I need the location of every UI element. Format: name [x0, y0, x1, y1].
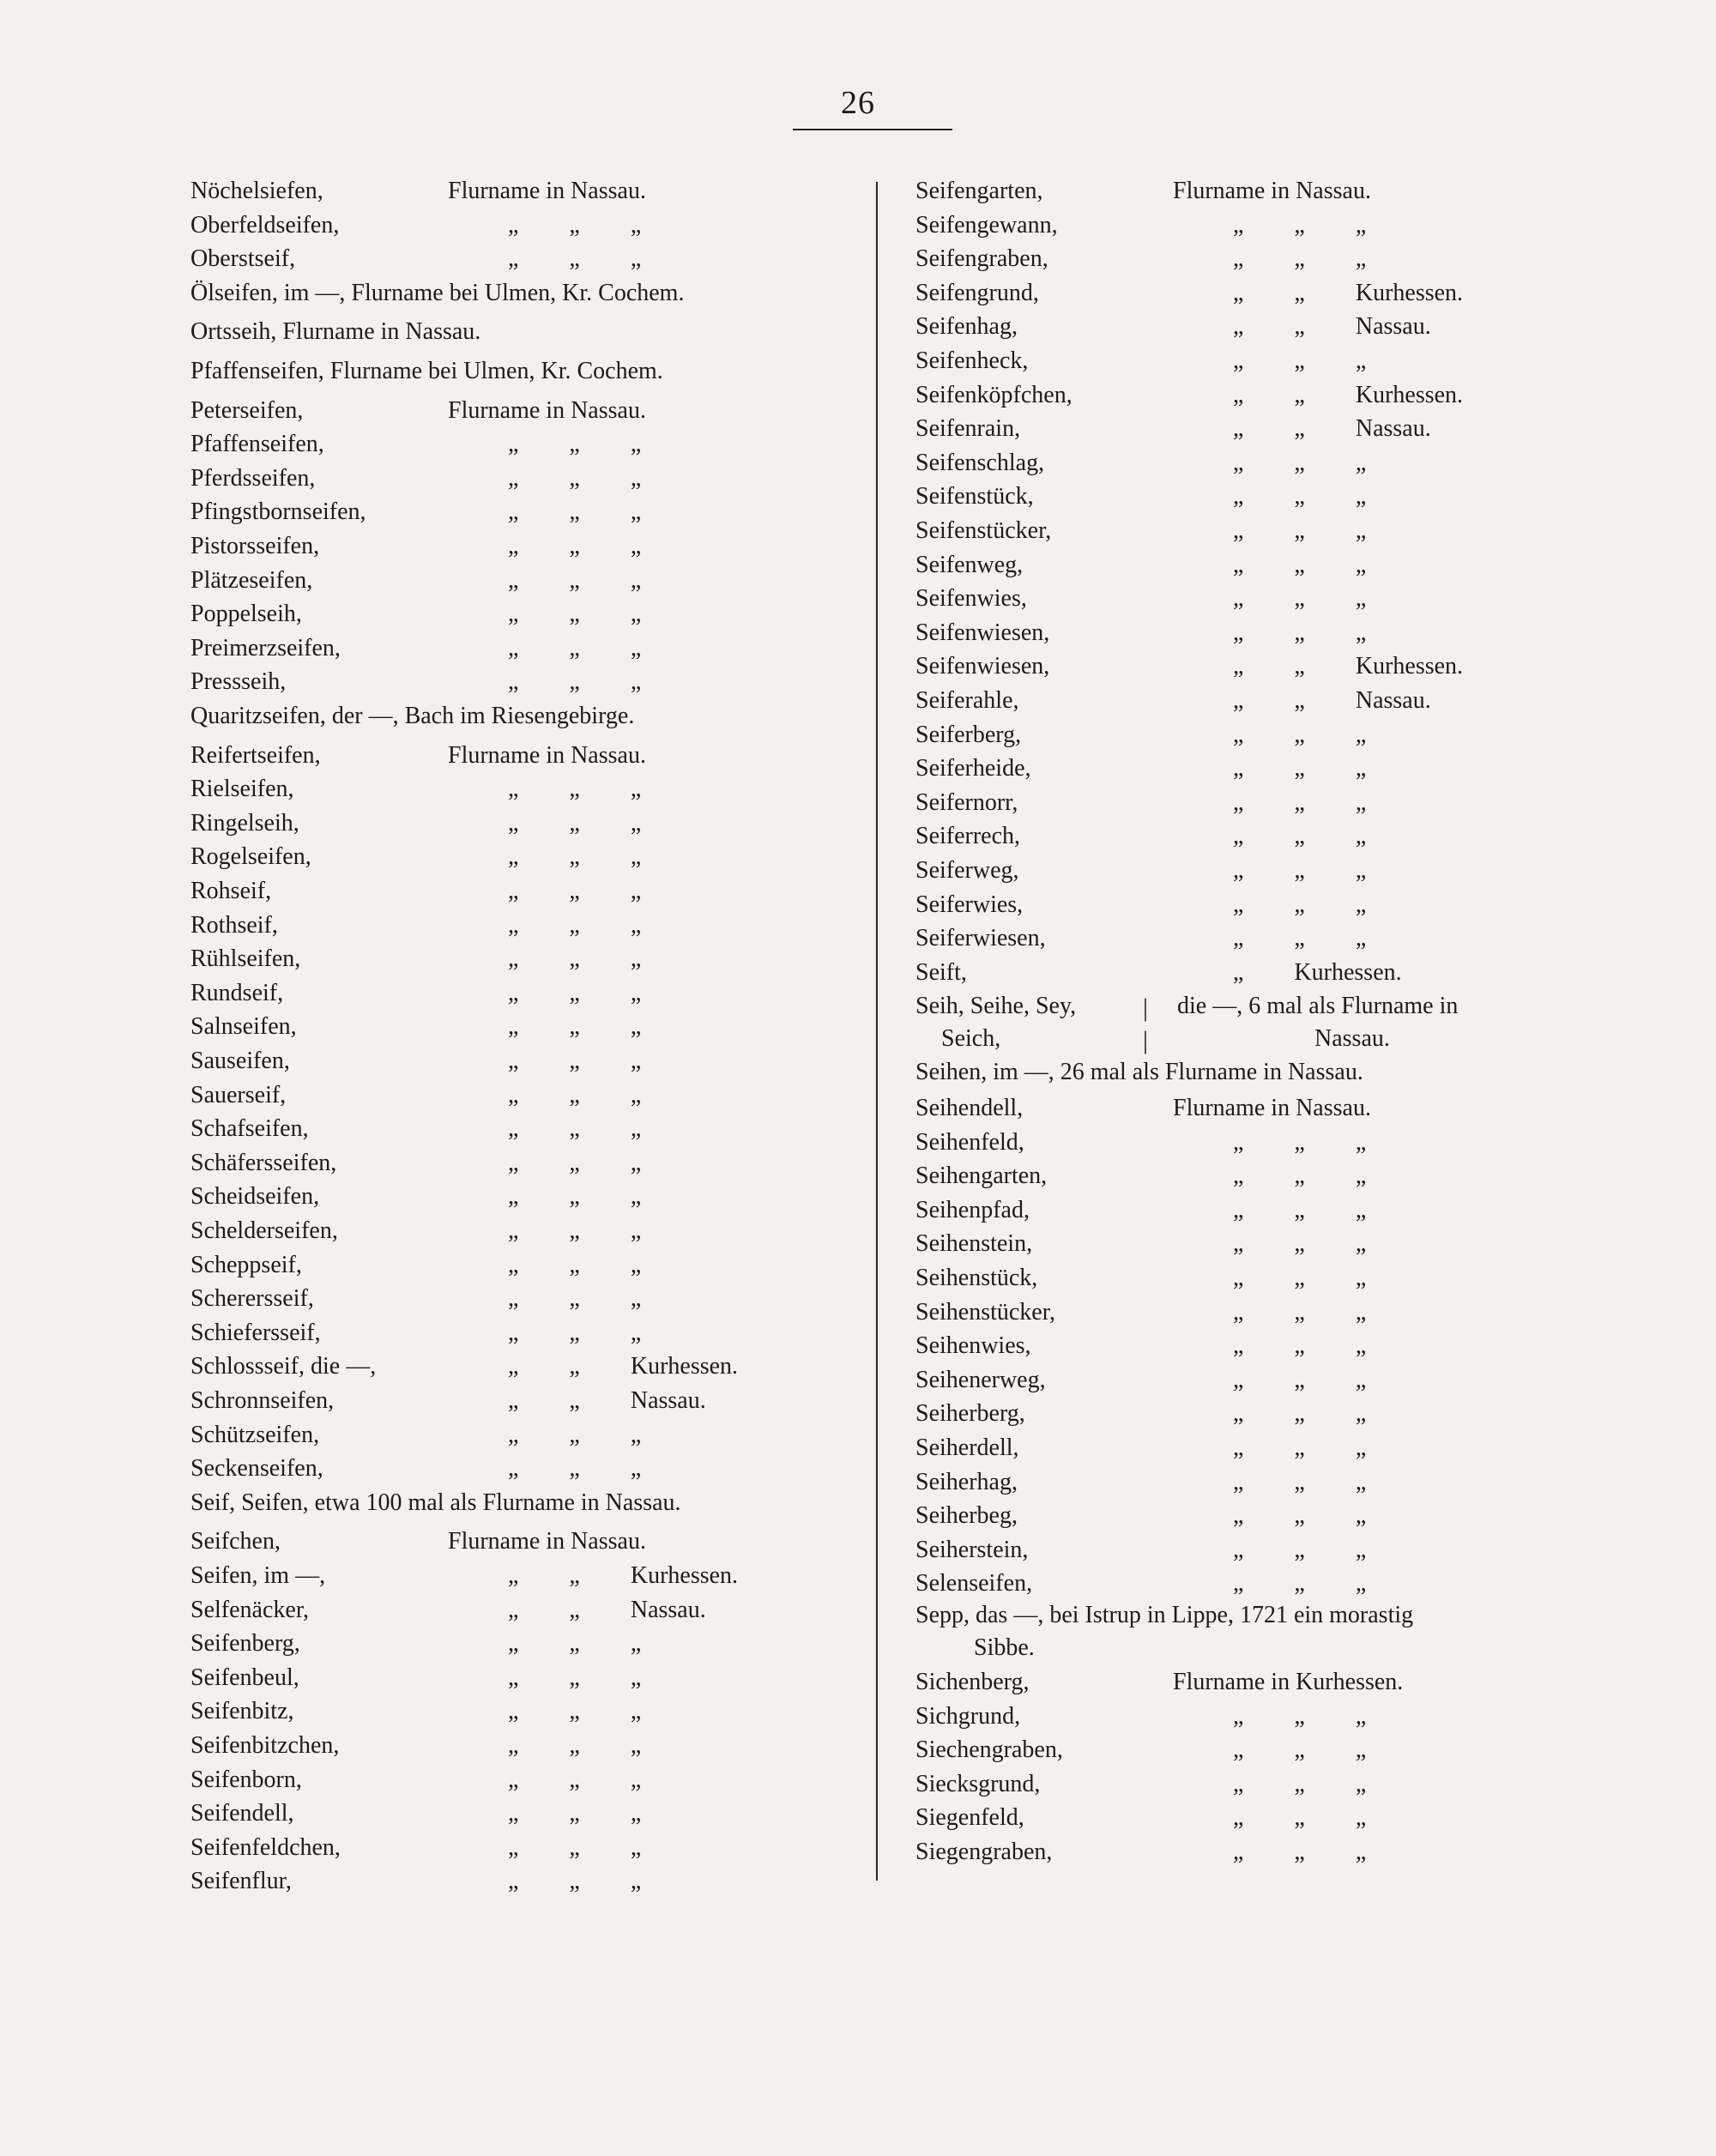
entry-name: Seiferrech,	[915, 823, 1021, 850]
entry-name: Pistorsseifen,	[190, 533, 320, 559]
entry-name: Seifchen,	[190, 1528, 281, 1555]
entry-note: „ „ „	[508, 1421, 642, 1448]
entry-note: „ „ „	[1233, 551, 1367, 578]
entry-name: Seihenstück,	[915, 1265, 1038, 1291]
entry-name: Schlossseif, die —,	[190, 1353, 377, 1380]
entry-note: „ „ „	[508, 498, 642, 526]
entry-name: Seiherhag,	[915, 1468, 1018, 1495]
entry-note: „ „ „	[508, 1766, 642, 1793]
entry-note: „ „ „	[1233, 1400, 1367, 1428]
entry-note: „ „ „	[508, 533, 642, 559]
entry-name: Seiferheide,	[915, 755, 1031, 782]
entry-name: Seifengarten,	[915, 178, 1043, 204]
entry-note: „ „ „	[1233, 1265, 1367, 1291]
entry-note: „ „ „	[508, 1868, 642, 1895]
entry-note: „ „ „	[508, 211, 642, 239]
entry-name: Seiferahle,	[915, 687, 1019, 714]
entry-note: „ „ „	[508, 1455, 642, 1483]
entry-name: Nöchelsiefen,	[190, 178, 323, 204]
entry-name: Rogelseifen,	[190, 843, 311, 871]
entry-note: Flurname in Nassau.	[1173, 178, 1371, 204]
entry-note: „ „ „	[1233, 1468, 1367, 1495]
entry-note: „ „ „	[508, 1048, 642, 1074]
entry-note: „ „ „	[508, 911, 642, 939]
entry-name: Seihendell,	[915, 1095, 1024, 1121]
entry-note: „ „ „	[508, 776, 642, 803]
entry-name: Salnseifen,	[190, 1013, 297, 1041]
page-number-rule	[793, 129, 952, 130]
entry-name: Seifenwiesen,	[915, 653, 1050, 680]
entry-text: Ölseifen, im —, Flurname bei Ulmen, Kr. Cochem.	[190, 279, 685, 306]
entry-name: Seiferberg,	[915, 721, 1022, 748]
entry-note: „ „ „	[1233, 1502, 1367, 1530]
entry-note: „ „ „	[508, 1800, 642, 1827]
entry-name: Seihenstücker,	[915, 1298, 1055, 1326]
brace: |	[1143, 993, 1149, 1023]
entry-name: Rundseif,	[190, 979, 284, 1006]
entry-note: „ „ „	[1233, 1298, 1367, 1326]
entry-name: Sauseifen,	[190, 1048, 290, 1074]
entry-note: „ „ „	[1233, 1128, 1367, 1156]
entry-name: Seihenstein,	[915, 1230, 1033, 1258]
entry-note: „ „ „	[508, 464, 642, 492]
entry-note: „ „ Kurhessen.	[508, 1562, 739, 1589]
entry-note: „ „ „	[508, 1664, 642, 1691]
entry-name: Seifenweg,	[915, 551, 1024, 578]
entry-note: „ „ „	[1233, 1736, 1367, 1764]
entry-name: Seckenseifen,	[190, 1455, 323, 1483]
entry-note: „ „ Nassau.	[508, 1596, 706, 1623]
entry-note: „ „ „	[1233, 755, 1367, 782]
entry-note: „ „ „	[508, 245, 642, 273]
entry-note: „ „ Kurhessen.	[1233, 653, 1464, 680]
entry-note: „ „ „	[1233, 1536, 1367, 1563]
entry-name: Schronnseifen,	[190, 1387, 335, 1414]
entry-name: Rohseif,	[190, 878, 272, 904]
entry-note: „ „ „	[1233, 449, 1367, 476]
entry-note: „ „ „	[1233, 823, 1367, 850]
entry-note: „ „ „	[508, 945, 642, 973]
entry-text: Quaritzseifen, der —, Bach im Riesengebirge.	[190, 703, 635, 729]
entry-note: „ „ „	[508, 1285, 642, 1313]
entry-name: Selenseifen,	[915, 1570, 1033, 1597]
entry-name: Sichenberg,	[915, 1669, 1030, 1695]
entry-note: „ „ „	[1233, 1196, 1367, 1223]
entry-note: „ „ „	[508, 566, 642, 594]
entry-note: „ „ „	[508, 431, 642, 458]
entry-name: Seihenwies,	[915, 1332, 1031, 1360]
entry-note: „ „ „	[508, 878, 642, 904]
entry-name: Plätzeseifen,	[190, 566, 313, 594]
entry-name: Rothseif,	[190, 911, 278, 939]
entry-note: „ „ „	[508, 1013, 642, 1041]
entry-note: „ „ Nassau.	[508, 1387, 706, 1414]
entry-name: Pfaffenseifen,	[190, 431, 324, 458]
entry-note: „ „ Nassau.	[1233, 415, 1431, 443]
entry-note: „ „ „	[1233, 619, 1367, 646]
entry-name: Seiherberg,	[915, 1400, 1025, 1428]
entry-name: Oberfeldseifen,	[190, 211, 340, 239]
entry-note: „ „ „	[1233, 1770, 1367, 1797]
entry-note: „ „ „	[1233, 1230, 1367, 1258]
entry-name: Seifen, im —,	[190, 1562, 326, 1589]
entry-note: „ „ „	[1233, 211, 1367, 239]
entry-note: „ „ „	[508, 1115, 642, 1143]
entry-name: Poppelseih,	[190, 601, 302, 628]
entry-note: „ „ „	[508, 1319, 642, 1346]
entry-name: Peterseifen,	[190, 396, 304, 424]
entry-note-cont: Nassau.	[1314, 1025, 1390, 1053]
entry-name: Selfenäcker,	[190, 1596, 310, 1623]
entry-note: „ „ „	[1233, 788, 1367, 816]
entry-note: Flurname in Nassau.	[448, 741, 646, 769]
entry-name: Scheppseif,	[190, 1251, 302, 1278]
entry-name: Schafseifen,	[190, 1115, 309, 1143]
entry-note: „ „ „	[508, 1630, 642, 1658]
entry-name: Siechengraben,	[915, 1736, 1063, 1764]
entry-note: „ „ „	[1233, 1570, 1367, 1597]
entry-name: Seihenfeld,	[915, 1128, 1024, 1156]
entry-name: Seifenbeul,	[190, 1664, 299, 1691]
entry-note: „ „ Kurhessen.	[508, 1353, 739, 1380]
entry-name: Seiherbeg,	[915, 1502, 1018, 1530]
entry-name: Seifenwies,	[915, 585, 1027, 613]
entry-name: Sichgrund,	[915, 1702, 1021, 1730]
entry-note: „ „ „	[508, 1732, 642, 1759]
entry-name: Seifenbitz,	[190, 1698, 294, 1725]
entry-name: Rielseifen,	[190, 776, 294, 803]
entry-note: „ „ „	[1233, 585, 1367, 613]
entry-name: Ringelseih,	[190, 809, 299, 836]
entry-note: „ „ „	[508, 601, 642, 628]
entry-name-cont: Seich,	[941, 1025, 1001, 1053]
entry-name: Seifenwiesen,	[915, 619, 1050, 646]
entry-note: „ „ „	[1233, 1332, 1367, 1360]
entry-name: Pfingstbornseifen,	[190, 498, 366, 526]
entry-name: Seih, Seihe, Sey,	[915, 993, 1077, 1020]
entry-text: Pfaffenseifen, Flurname bei Ulmen, Kr. Cochem.	[190, 358, 663, 384]
entry-name: Seifenstücker,	[915, 517, 1052, 544]
entry-note: „ „ „	[1233, 925, 1367, 952]
entry-note: „ „ „	[1233, 1163, 1367, 1190]
entry-name: Pressseih,	[190, 668, 287, 696]
entry-name: Seiferwiesen,	[915, 925, 1046, 952]
entry-name: Siecksgrund,	[915, 1770, 1041, 1797]
entry-note: „ „ Kurhessen.	[1233, 279, 1464, 306]
entry-name: Schäfersseifen,	[190, 1149, 337, 1176]
entry-note: „ „ „	[508, 1698, 642, 1725]
entry-note: „ „ „	[1233, 1839, 1367, 1865]
entry-note: „ „ „	[508, 979, 642, 1006]
entry-note: „ „ „	[1233, 1434, 1367, 1461]
entry-name: Seifendell,	[190, 1800, 294, 1827]
entry-name: Schelderseifen,	[190, 1217, 338, 1244]
entry-name: Preimerzseifen,	[190, 634, 341, 661]
entry-name: Schiefersseif,	[190, 1319, 321, 1346]
entry-note: „ „ Nassau.	[1233, 313, 1431, 341]
entry-name: Oberstseif,	[190, 245, 296, 273]
entry-note: „ „ „	[1233, 1804, 1367, 1832]
entry-name: Schützseifen,	[190, 1421, 320, 1448]
entry-note: „ „ „	[508, 1833, 642, 1861]
entry-name: Seifenrain,	[915, 415, 1021, 443]
entry-note: Flurname in Nassau.	[448, 396, 646, 424]
entry-name: Seifernorr,	[915, 788, 1018, 816]
entry-text: Ortsseih, Flurname in Nassau.	[190, 318, 481, 346]
entry-name: Seiferwies,	[915, 891, 1024, 918]
entry-note: „ „ „	[508, 1081, 642, 1108]
entry-text: Sepp, das —, bei Istrup in Lippe, 1721 ein morastig	[915, 1602, 1414, 1628]
entry-note: Flurname in Nassau.	[1173, 1095, 1371, 1121]
entry-note: „ „ „	[1233, 891, 1367, 918]
entry-name: Seihenerweg,	[915, 1366, 1046, 1393]
entry-note: „ „ Nassau.	[1233, 687, 1431, 714]
entry-name: Rühlseifen,	[190, 945, 301, 973]
entry-name: Seifenfeldchen,	[190, 1833, 341, 1861]
entry-note: „ „ „	[1233, 347, 1367, 374]
entry-name: Seift,	[915, 958, 967, 986]
entry-name: Pferdsseifen,	[190, 464, 316, 492]
entry-name: Seifenschlag,	[915, 449, 1045, 476]
entry-name: Siegengraben,	[915, 1839, 1053, 1865]
entry-note: „ „ „	[508, 843, 642, 871]
entry-note: Flurname in Kurhessen.	[1173, 1669, 1404, 1695]
entry-text: Seif, Seifen, etwa 100 mal als Flurname in Nassau.	[190, 1489, 681, 1516]
entry-name: Scheidseifen,	[190, 1183, 320, 1211]
entry-name: Seiherdell,	[915, 1434, 1019, 1461]
entry-note: „ „ „	[1233, 245, 1367, 273]
entry-name: Seifenbitzchen,	[190, 1732, 340, 1759]
entry-note: „ „ „	[508, 809, 642, 836]
entry-note: „ „ Kurhessen.	[1233, 381, 1464, 408]
entry-note: „ „ „	[508, 1149, 642, 1176]
entry-name: Seihenpfad,	[915, 1196, 1030, 1223]
entry-name: Seifenflur,	[190, 1868, 292, 1895]
brace: |	[1143, 1026, 1149, 1055]
entry-note: „ „ „	[1233, 721, 1367, 748]
entry-name: Seifenberg,	[190, 1630, 300, 1658]
entry-note: „ „ „	[1233, 857, 1367, 884]
entry-name: Seifenhag,	[915, 313, 1018, 341]
entry-name: Scherersseif,	[190, 1285, 314, 1313]
entry-name: Reifertseifen,	[190, 741, 321, 769]
entry-name: Seifengrund,	[915, 279, 1039, 306]
entry-note: „ „ „	[508, 1251, 642, 1278]
entry-note: Flurname in Nassau.	[448, 1528, 646, 1555]
entry-name: Sauerseif,	[190, 1081, 287, 1108]
entry-name: Seiferweg,	[915, 857, 1019, 884]
entry-note: „ „ „	[508, 668, 642, 696]
entry-note: die —, 6 mal als Flurname in	[1177, 993, 1459, 1020]
entry-name: Seifengraben,	[915, 245, 1048, 273]
entry-note: Flurname in Nassau.	[448, 178, 646, 204]
entry-note: „ „ „	[508, 634, 642, 661]
entry-name: Seifenstück,	[915, 483, 1034, 510]
entry-note: „ „ „	[1233, 1702, 1367, 1730]
column-divider	[876, 182, 878, 1881]
entry-note: „ „ „	[508, 1217, 642, 1244]
entry-name: Seifenborn,	[190, 1766, 302, 1793]
entry-name: Seifenheck,	[915, 347, 1029, 374]
entry-note: „ „ „	[1233, 1366, 1367, 1393]
entry-name: Seiherstein,	[915, 1536, 1029, 1563]
entry-text-cont: Sibbe.	[974, 1634, 1035, 1661]
entry-note: „ „ „	[1233, 517, 1367, 544]
entry-name: Seifenköpfchen,	[915, 381, 1072, 408]
entry-note: „ „ „	[1233, 483, 1367, 510]
entry-text: Seihen, im —, 26 mal als Flurname in Nassau.	[915, 1059, 1363, 1085]
page-number: 26	[841, 85, 875, 121]
entry-name: Seihengarten,	[915, 1163, 1048, 1190]
entry-name: Seifengewann,	[915, 211, 1058, 239]
entry-name: Siegenfeld,	[915, 1804, 1024, 1832]
entry-note: „ „ „	[508, 1183, 642, 1211]
entry-note: „ Kurhessen.	[1233, 958, 1402, 986]
